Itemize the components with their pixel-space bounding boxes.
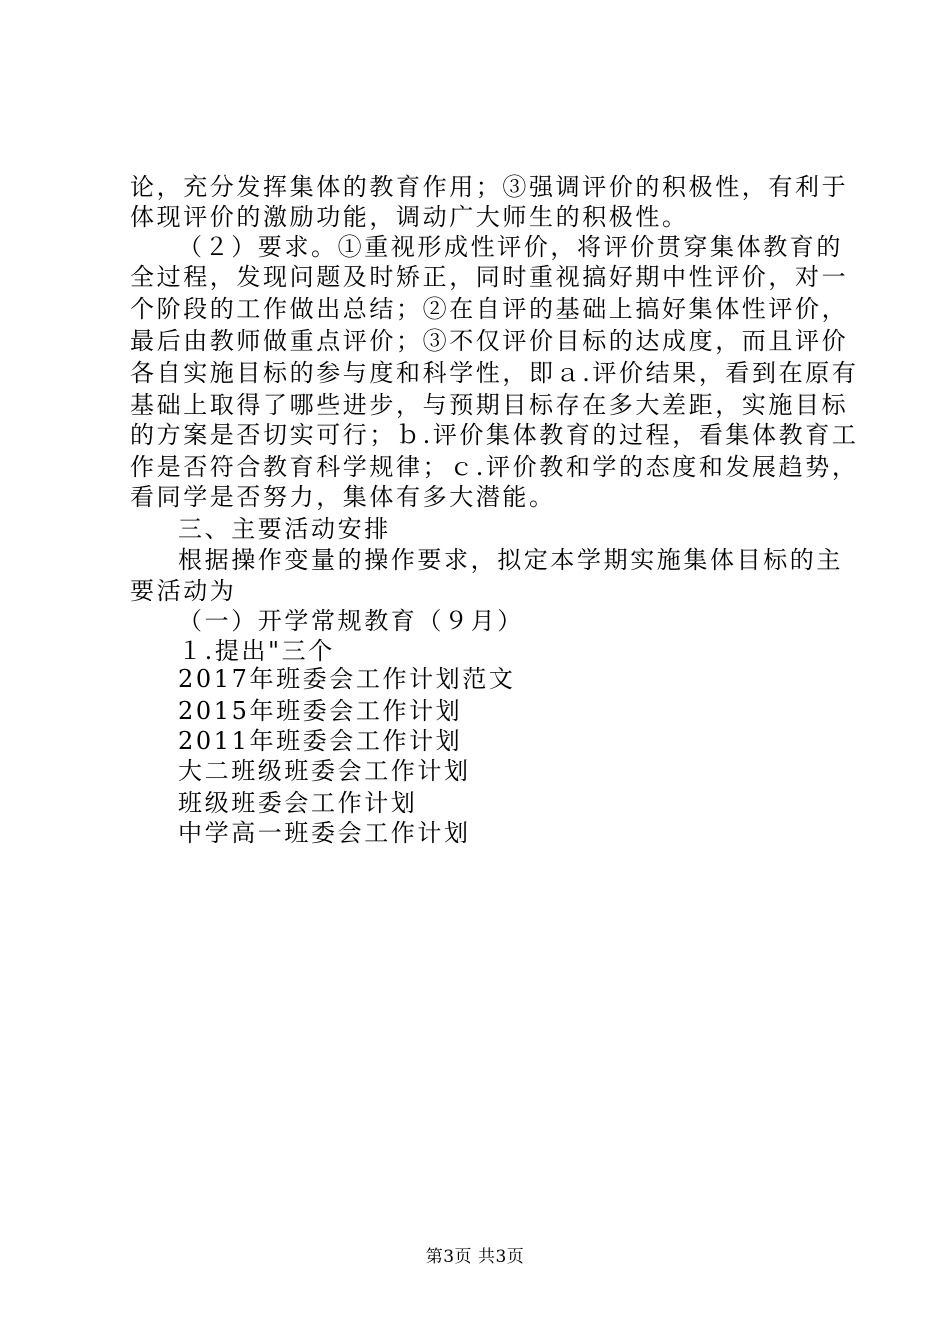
paragraph-line: 根据操作变量的操作要求，拟定本学期实施集体目标的主	[178, 546, 843, 574]
paragraph-line: 作是否符合教育科学规律；ｃ.评价教和学的态度和发展趋势，	[130, 453, 859, 481]
paragraph-line: 的方案是否切实可行；ｂ.评价集体教育的过程，看集体教育工	[130, 421, 859, 449]
related-link: 中学高一班委会工作计划	[178, 819, 471, 847]
paragraph-line: 体现评价的激励功能，调动广大师生的积极性。	[130, 203, 689, 231]
paragraph-line: 论，充分发挥集体的教育作用；③强调评价的积极性，有利于	[130, 173, 849, 201]
related-link: 2011年班委会工作计划	[178, 727, 463, 755]
subsection-heading: （一）开学常规教育（９月）	[178, 607, 524, 635]
related-link: 2017年班委会工作计划范文	[178, 665, 516, 693]
paragraph-line: （２）要求。①重视形成性评价，将评价贯穿集体教育的	[178, 233, 843, 261]
paragraph-line: 全过程，发现问题及时矫正，同时重视搞好期中性评价，对一	[130, 263, 849, 291]
page-number: 第3页 共3页	[425, 1247, 525, 1267]
paragraph-line: 基础上取得了哪些进步，与预期目标存在多大差距，实施目标	[130, 391, 849, 419]
paragraph-line: 最后由教师做重点评价；③不仅评价目标的达成度，而且评价	[130, 327, 849, 355]
list-item: １.提出"三个	[178, 637, 335, 665]
section-heading: 三、主要活动安排	[178, 515, 391, 543]
paragraph-line: 个阶段的工作做出总结；②在自评的基础上搞好集体性评价，	[130, 295, 849, 323]
related-link: 班级班委会工作计划	[178, 789, 418, 817]
paragraph-line: 各自实施目标的参与度和科学性，即ａ.评价结果，看到在原有	[130, 359, 859, 387]
paragraph-line: 看同学是否努力，集体有多大潜能。	[130, 483, 556, 511]
paragraph-line: 要活动为	[130, 577, 237, 605]
related-link: 大二班级班委会工作计划	[178, 757, 471, 785]
related-link: 2015年班委会工作计划	[178, 697, 463, 725]
